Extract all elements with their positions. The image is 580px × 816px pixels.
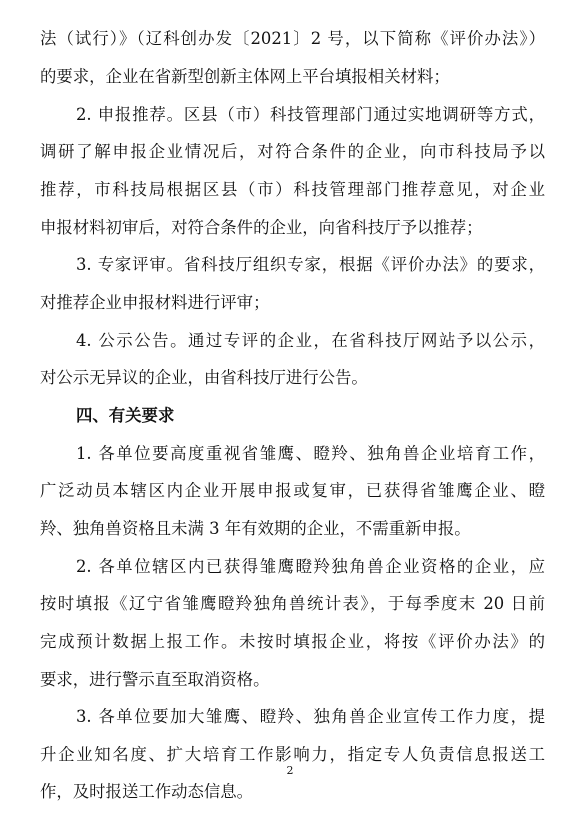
body-text-line: 羚、独角兽资格且未满 3 年有效期的企业，不需重新申报。 [40, 519, 471, 538]
section-heading: 四、有关要求 [76, 406, 175, 425]
body-text-line: 作，及时报送工作动态信息。 [40, 782, 254, 801]
body-text-line: 推荐，市科技局根据区县（市）科技管理部门推荐意见，对企业 [40, 180, 545, 199]
page-number: 2 [286, 764, 294, 777]
body-text-line: 法（试行）》（辽科创办发〔2021〕2 号，以下简称《评价办法》） [40, 29, 545, 48]
body-text-line: 升企业知名度、扩大培育工作影响力，指定专人负责信息报送工 [40, 745, 545, 764]
body-text-line: 按时填报《辽宁省雏鹰瞪羚独角兽统计表》，于每季度末 20 日前 [40, 594, 545, 613]
body-text-line: 申报材料初审后，对符合条件的企业，向省科技厅予以推荐； [40, 218, 483, 237]
body-text-line: 3. 专家评审。省科技厅组织专家，根据《评价办法》的要求， [76, 255, 545, 274]
body-text-line: 4. 公示公告。通过专评的企业，在省科技厅网站予以公示， [76, 331, 545, 350]
body-text-line: 3. 各单位要加大雏鹰、瞪羚、独角兽企业宣传工作力度，提 [76, 707, 545, 726]
body-text-line: 的要求，企业在省新型创新主体网上平台填报相关材料； [40, 67, 450, 86]
body-text-line: 广泛动员本辖区内企业开展申报或复审，已获得省雏鹰企业、瞪 [40, 481, 545, 500]
body-text-line: 1. 各单位要高度重视省雏鹰、瞪羚、独角兽企业培育工作， [76, 444, 545, 463]
body-text-line: 2. 申报推荐。区县（市）科技管理部门通过实地调研等方式， [76, 105, 545, 124]
body-text-line: 2. 各单位辖区内已获得雏鹰瞪羚独角兽企业资格的企业，应 [76, 557, 545, 576]
body-text-line: 完成预计数据上报工作。未按时填报企业，将按《评价办法》的 [40, 632, 545, 651]
body-text-line: 对公示无异议的企业，由省科技厅进行公告。 [40, 368, 368, 387]
body-text-line: 要求，进行警示直至取消资格。 [40, 670, 270, 689]
body-text-line: 对推荐企业申报材料进行评审； [40, 293, 270, 312]
body-text-line: 调研了解申报企业情况后，对符合条件的企业，向市科技局予以 [40, 142, 545, 161]
